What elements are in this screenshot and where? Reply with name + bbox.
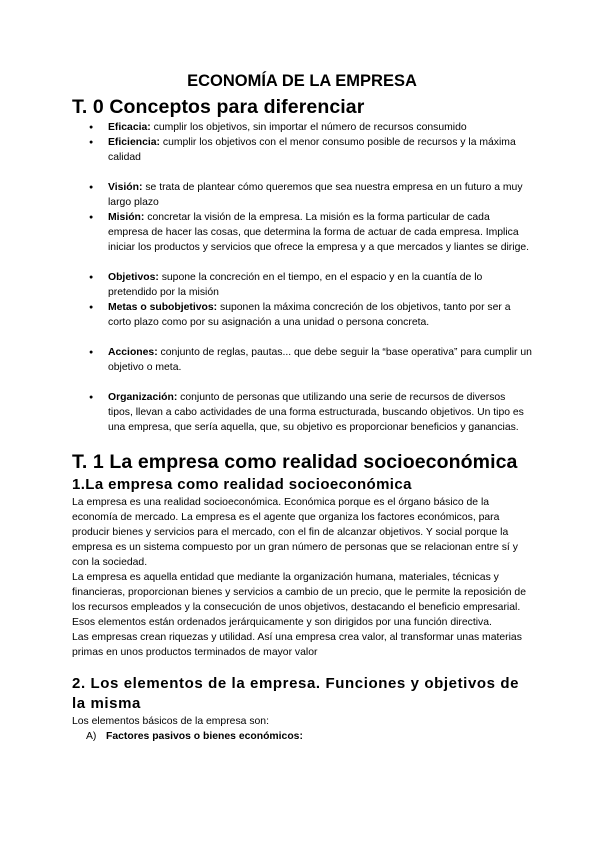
term-definition: concretar la visión de la empresa. La misión es la forma particular de cada empresa de hacer las cosas, que determina la forma de actuar de cada empresa. Implica iniciar los productos y servicios que ofrece la empresa y a que mercados y liantes se dirige.	[108, 212, 530, 253]
paragraph: La empresa es aquella entidad que mediante la organización humana, materiales, técnicas y financieras, proporcionan bienes y servicios a cambio de un precio, que le permite la reposición de los recursos empleados y la consecución de unos objetivos, destacando el beneficio empresarial. Esos elementos están ordenados jerárquicamente y son dirigidos por una función directiva.	[72, 572, 526, 628]
document-page	[72, 70, 532, 744]
term-definition: conjunto de personas que utilizando una serie de recursos de diversos tipos, llevan a cabo actividades de una forma estructurada, buscando objetivos. Un tipo es una empresa, que sería aquella, que, su objetivo es proporcionar beneficios y ganancias.	[108, 392, 524, 433]
concepts-list	[72, 120, 532, 435]
term-definition: cumplir los objetivos con el menor consumo posible de recursos y la máxima calidad	[108, 137, 516, 163]
document-title: ECONOMÍA DE LA EMPRESA	[187, 72, 417, 90]
subsection-heading-2: 2. Los elementos de la empresa. Funciones y objetivos de la misma	[72, 675, 520, 712]
list-item	[108, 180, 532, 210]
list-item	[108, 135, 532, 165]
term-definition: se trata de plantear cómo queremos que sea nuestra empresa en un futuro a muy largo plazo	[108, 182, 523, 208]
lettered-list-item	[86, 729, 532, 744]
term-label: Objetivos:	[108, 272, 159, 283]
list-item	[108, 390, 532, 435]
section-heading-t0: T. 0 Conceptos para diferenciar	[72, 96, 365, 118]
term-label: Eficiencia:	[108, 137, 160, 148]
paragraph: Las empresas crean riquezas y utilidad. Así una empresa crea valor, al transformar unas materias primas en unos productos terminados de mayor valor	[72, 632, 522, 658]
term-label: Eficacia:	[108, 122, 151, 133]
list-item	[108, 270, 532, 300]
term-definition: cumplir los objetivos, sin importar el número de recursos consumido	[150, 122, 467, 133]
paragraph: Los elementos básicos de la empresa son:	[72, 716, 269, 727]
term-definition: supone la concreción en el tiempo, en el espacio y en la cuantía de lo pretendido por la misión	[108, 272, 483, 298]
term-label: Organización:	[108, 392, 178, 403]
section-heading-t1: T. 1 La empresa como realidad socioeconómica	[72, 451, 518, 473]
term-label: Visión:	[108, 182, 143, 193]
subsection-heading-1: 1.La empresa como realidad socioeconómica	[72, 476, 412, 493]
term-definition: suponen la máxima concreción de los objetivos, tanto por ser a corto plazo como por su asignación a una unidad o persona concreta.	[108, 302, 511, 328]
term-label: Acciones:	[108, 347, 158, 358]
list-item-label: Factores pasivos o bienes económicos:	[106, 731, 303, 742]
paragraph: La empresa es una realidad socioeconómica. Económica porque es el órgano básico de la economía de mercado. La empresa es el agente que organiza los factores económicos, para producir bienes y servicios para el mercado, con el fin de alcanzar objetivos. Y social porque la empresa es un sistema compuesto por un gran número de personas que se relacionan entre sí y con la sociedad.	[72, 497, 518, 568]
term-label: Metas o subobjetivos:	[108, 302, 218, 313]
list-item	[108, 345, 532, 375]
term-definition: conjunto de reglas, pautas... que debe seguir la “base operativa” para cumplir un objetivo o meta.	[108, 347, 532, 373]
list-item	[108, 210, 532, 255]
list-item	[108, 120, 532, 135]
term-label: Misión:	[108, 212, 145, 223]
list-item	[108, 300, 532, 330]
list-letter: A)	[86, 731, 97, 742]
